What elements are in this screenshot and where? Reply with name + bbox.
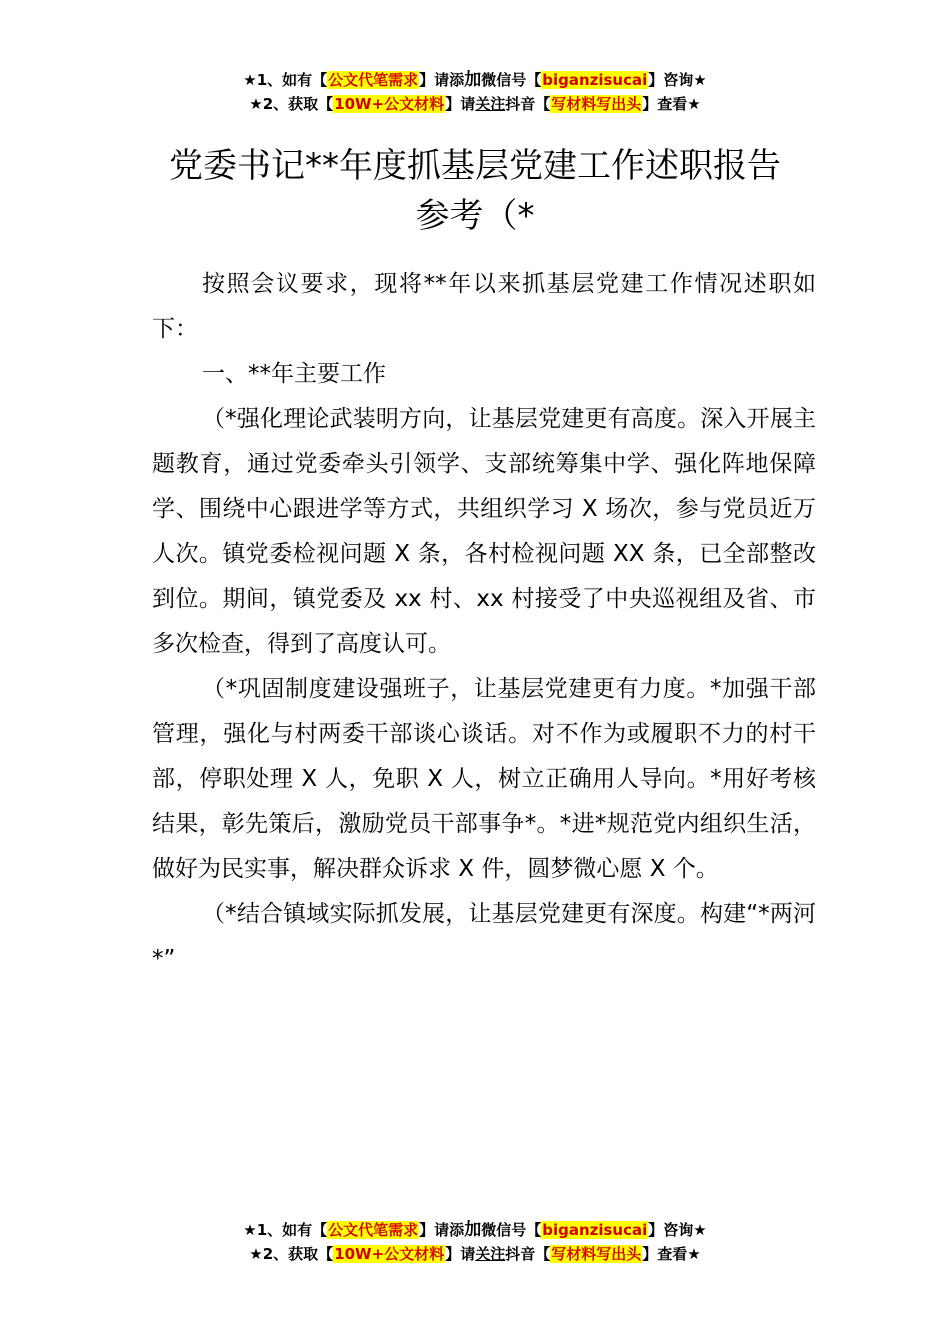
banner-text: 】请添: [419, 71, 465, 89]
banner-text: 】咨询★: [648, 71, 707, 89]
paragraph: （*结合镇域实际抓发展，让基层党建更有深度。构建“*两河*”: [152, 901, 816, 972]
paragraph: （*巩固制度建设强班子，让基层党建更有力度。*加强干部管理，强化与村两委干部谈心谈话。对不作为或履职不力的村干部，停职处理 X 人，免职 X 人，树立正确用人导向。*用好考核结果，彰先策后，激励党员干部事争*。*进*规范党内组织生活，做好为民实事，解决群众诉求 X 件，圆梦微心愿 X 个。: [152, 676, 816, 882]
banner-text: 关注: [475, 1245, 506, 1263]
banner-highlight: 公文代笔需求: [328, 1221, 419, 1239]
banner-text: 关注: [475, 95, 506, 113]
banner-text: ★2、获取【: [249, 95, 334, 113]
title-line: 党委书记**年度抓基层党建工作述职报告: [169, 145, 781, 186]
banner-text: 抖音【: [505, 1245, 551, 1263]
title-line: 参考（*: [415, 195, 535, 236]
banner-line-1: [0, 1218, 950, 1242]
banner-text: ★2、获取【: [249, 1245, 334, 1263]
banner-line-1: [0, 68, 950, 92]
banner-text: 】咨询★: [648, 1221, 707, 1239]
banner-text: 加: [464, 1220, 482, 1240]
banner-text: 】请: [445, 1245, 476, 1263]
banner-text: 加: [464, 70, 482, 90]
paragraph: （*强化理论武装明方向，让基层党建更有高度。深入开展主题教育，通过党委牵头引领学、支部统筹集中学、强化阵地保障学、围绕中心跟进学等方式，共组织学习 X 场次，参与党员近万人次。镇党委检视问题 X 条，各村检视问题 XX 条，已全部整改到位。期间，镇党委及 xx 村、xx 村接受了中央巡视组及省、市多次检查，得到了高度认可。: [152, 406, 816, 657]
bottom-banner: [0, 1218, 950, 1266]
paragraph: 按照会议要求，现将**年以来抓基层党建工作情况述职如下：: [152, 271, 816, 342]
banner-highlight: 10W+公文材料: [334, 1245, 445, 1263]
banner-text: 】请: [445, 95, 476, 113]
banner-text: 】查看★: [642, 1245, 701, 1263]
banner-line-2: [0, 92, 950, 116]
section-heading: 一、**年主要工作: [202, 361, 386, 387]
banner-text: ★1、如有【: [243, 1221, 328, 1239]
banner-text: 微信号【: [481, 1221, 542, 1239]
banner-text: 抖音【: [505, 95, 551, 113]
banner-highlight: biganzisucai: [542, 1221, 648, 1239]
banner-highlight: 写材料写出头: [551, 95, 642, 113]
banner-highlight: 10W+公文材料: [334, 95, 445, 113]
top-banner: [0, 68, 950, 116]
banner-text: ★1、如有【: [243, 71, 328, 89]
banner-highlight: 公文代笔需求: [328, 71, 419, 89]
document-body: [152, 262, 816, 982]
banner-line-2: [0, 1242, 950, 1266]
banner-highlight: biganzisucai: [542, 71, 648, 89]
banner-highlight: 写材料写出头: [551, 1245, 642, 1263]
banner-text: 】请添: [419, 1221, 465, 1239]
document-title: [0, 141, 950, 241]
banner-text: 微信号【: [481, 71, 542, 89]
banner-text: 】查看★: [642, 95, 701, 113]
